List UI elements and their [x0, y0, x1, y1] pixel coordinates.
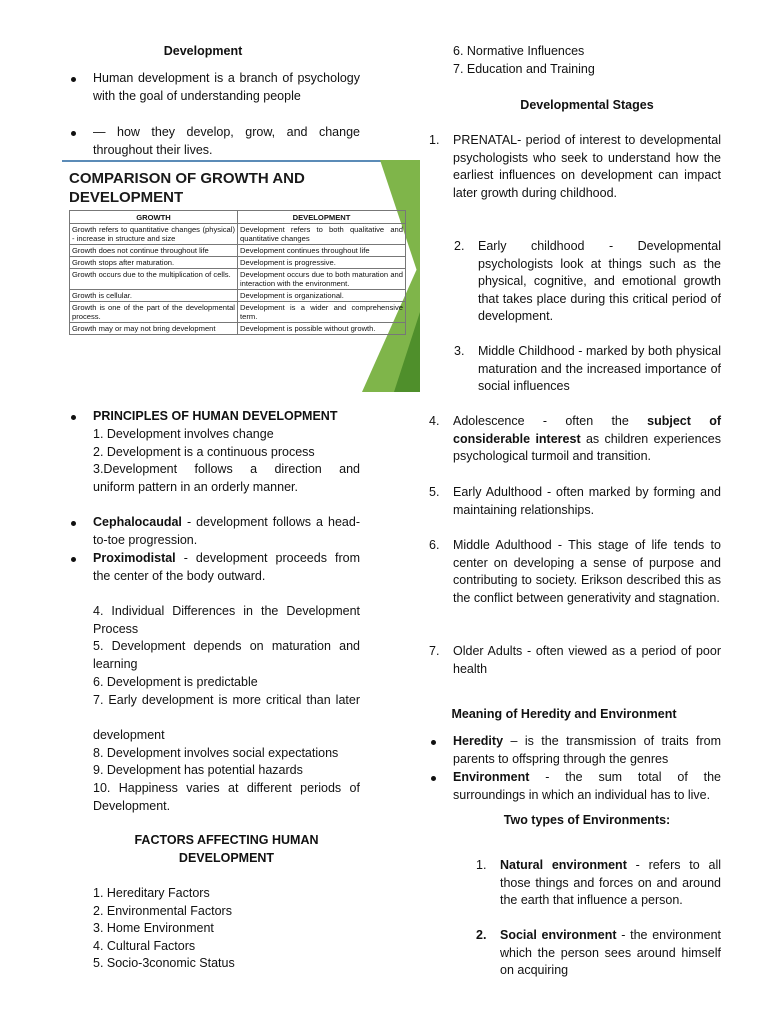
environment-bullet — [453, 769, 721, 804]
table-row — [70, 224, 406, 245]
slide-title-line1: COMPARISON OF GROWTH AND — [69, 170, 305, 187]
principles-heading: PRINCIPLES OF HUMAN DEVELOPMENT — [93, 408, 360, 426]
proximodistal-term: Proximodistal — [93, 551, 176, 565]
heredity-term: Heredity — [453, 734, 504, 748]
table-cell: Development is a wider and comprehensive term. — [238, 302, 406, 323]
stage-number: 6. — [429, 538, 440, 552]
natural-environment-item — [476, 857, 721, 910]
stage-number: 1. — [429, 133, 440, 147]
table-row — [70, 245, 406, 257]
heredity-bullet — [453, 733, 721, 768]
environment-definition: - the sum total of the surroundings in which an individual has to live. — [453, 770, 721, 802]
principle-item: 6. Development is predictable — [93, 675, 258, 689]
principle-item-cont: development — [93, 728, 165, 742]
table-cell: Development is progressive. — [238, 257, 406, 269]
table-cell: Growth is one of the part of the developmental process. — [70, 302, 238, 323]
list-item: 2. Environmental Factors — [93, 903, 232, 918]
table-row — [70, 302, 406, 323]
proximodistal-definition: - development proceeds from the center of the body outward. — [93, 551, 360, 583]
factors-list — [93, 885, 360, 973]
table-row — [70, 290, 406, 302]
principle-item: 9. Development has potential hazards — [93, 763, 303, 777]
principle-item: 3.Development follows a direction and — [93, 462, 360, 477]
principle-item: 2. Development is a continuous process — [93, 444, 315, 459]
table-cell: Growth may or may not bring development — [70, 323, 238, 335]
cephalocaudal-definition: - development follows a head-to-toe progression. — [93, 515, 360, 547]
factors-list-continued — [453, 43, 721, 78]
cephalocaudal-bullet — [93, 514, 360, 549]
stage-text: Early Adulthood - often marked by forming and maintaining relationships. — [453, 485, 721, 517]
column-header-development: DEVELOPMENT — [238, 211, 406, 224]
list-item: 4. Cultural Factors — [93, 938, 196, 953]
principle-item: 5. Development depends on maturation and learning — [93, 639, 360, 671]
table-row — [70, 323, 406, 335]
factors-heading-line2: DEVELOPMENT — [178, 850, 275, 865]
environment-types-heading: Two types of Environments: — [503, 813, 671, 827]
stage-text-post: as children experiences psychological turmoil and transition. — [453, 431, 721, 464]
social-environment-item — [476, 927, 721, 980]
list-item: 1. Hereditary Factors — [93, 886, 210, 900]
principle-item-cont: uniform pattern in an orderly manner. — [93, 479, 298, 494]
natural-environment-term: Natural environment — [500, 858, 627, 872]
stage-text: Middle Adulthood - This stage of life tends to center on developing a sense of purpose and contributing to society. Erikson described this as the conflict between generativity and stagnation. — [453, 538, 721, 605]
list-item: 6. Normative Influences — [453, 44, 585, 58]
list-item: 7. Education and Training — [453, 61, 595, 76]
table-cell: Growth occurs due to the multiplication of cells. — [70, 269, 238, 290]
table-cell: Development is possible without growth. — [238, 323, 406, 335]
social-environment-definition: - the environment which the person sees around himself on acquiring — [500, 928, 721, 978]
list-item: 5. Socio-3conomic Status — [93, 956, 235, 971]
stage-text-pre: Adolescence - often the — [453, 414, 648, 428]
principle-item: 4. Individual Differences in the Development Process — [93, 604, 360, 636]
stage-early-adulthood — [429, 484, 721, 519]
column-header-growth: GROWTH — [70, 211, 238, 224]
stage-text-bold: subject of considerable interest — [453, 414, 721, 446]
stage-number: 7. — [429, 644, 440, 658]
principle-item: 7. Early development is more critical than later — [93, 693, 360, 707]
stage-middle-adulthood — [429, 537, 721, 607]
developmental-stages-heading: Developmental Stages — [520, 98, 654, 112]
item-number: 1. — [476, 858, 487, 872]
stage-text: PRENATAL- period of interest to developmental psychologists who seek to understand how the earliest influences on development can impact later growth during childhood. — [453, 133, 721, 200]
heredity-definition: – is the transmission of traits from parents to offspring through the genres — [453, 734, 721, 766]
principle-item: 8. Development involves social expectations — [93, 746, 339, 760]
table-cell: Growth stops after maturation. — [70, 257, 238, 269]
stage-number: 2. — [454, 239, 465, 253]
table-cell: Development occurs due to both maturation and interaction with the environment. — [238, 269, 406, 290]
social-environment-term: Social environment — [500, 928, 617, 942]
item-number: 2. — [476, 928, 487, 942]
stage-number: 4. — [429, 414, 440, 428]
table-row — [70, 269, 406, 290]
stage-early-childhood — [454, 238, 721, 326]
natural-environment-definition: - refers to all those things and forces on and around the earth that influence a person. — [500, 858, 721, 908]
table-cell: Development continues throughout life — [238, 245, 406, 257]
principle-item: 1. Development involves change — [93, 427, 274, 441]
table-cell: Growth refers to quantitative changes (physical) - increase in structure and size — [70, 224, 238, 245]
table-row — [70, 257, 406, 269]
factors-heading — [93, 832, 360, 867]
stage-text: Middle Childhood - marked by both physical maturation and the increased importance of social influences — [478, 344, 721, 394]
comparison-table — [69, 210, 406, 335]
bullet-develop-grow-change: — how they develop, grow, and change throughout their lives. — [93, 124, 360, 159]
table-header-row — [70, 211, 406, 224]
stage-middle-childhood — [454, 343, 721, 396]
growth-development-comparison-slide — [62, 160, 420, 392]
stage-prenatal — [429, 132, 721, 202]
slide-top-line — [62, 160, 402, 162]
table-cell: Growth does not continue throughout life — [70, 245, 238, 257]
development-heading: Development — [163, 44, 243, 58]
heredity-environment-heading: Meaning of Heredity and Environment — [451, 707, 677, 721]
list-item: 3. Home Environment — [93, 921, 214, 936]
principle-item: 10. Happiness varies at different periods of Development. — [93, 781, 360, 813]
table-cell: Development is organizational. — [238, 290, 406, 302]
slide-title — [69, 169, 305, 207]
table-cell: Growth is cellular. — [70, 290, 238, 302]
stage-number: 5. — [429, 485, 440, 499]
proximodistal-bullet — [93, 550, 360, 585]
cephalocaudal-term: Cephalocaudal — [93, 515, 182, 529]
environment-term: Environment — [453, 770, 530, 784]
stage-text: Early childhood - Developmental psychologists look at things such as the physical, cognitive, and emotional growth that takes place during this critical period of development. — [478, 239, 721, 324]
bullet-development-definition: Human development is a branch of psychology with the goal of understanding people — [93, 70, 360, 105]
slide-title-line2: DEVELOPMENT — [69, 189, 184, 206]
stage-number: 3. — [454, 344, 465, 358]
principles-list-a — [93, 426, 360, 496]
stage-older-adults — [429, 643, 721, 678]
stage-text: Older Adults - often viewed as a period of poor health — [453, 644, 721, 676]
table-cell: Development refers to both qualitative and quantitative changes — [238, 224, 406, 245]
factors-heading-line1: FACTORS AFFECTING HUMAN — [134, 833, 319, 847]
stage-adolescence — [429, 413, 721, 466]
